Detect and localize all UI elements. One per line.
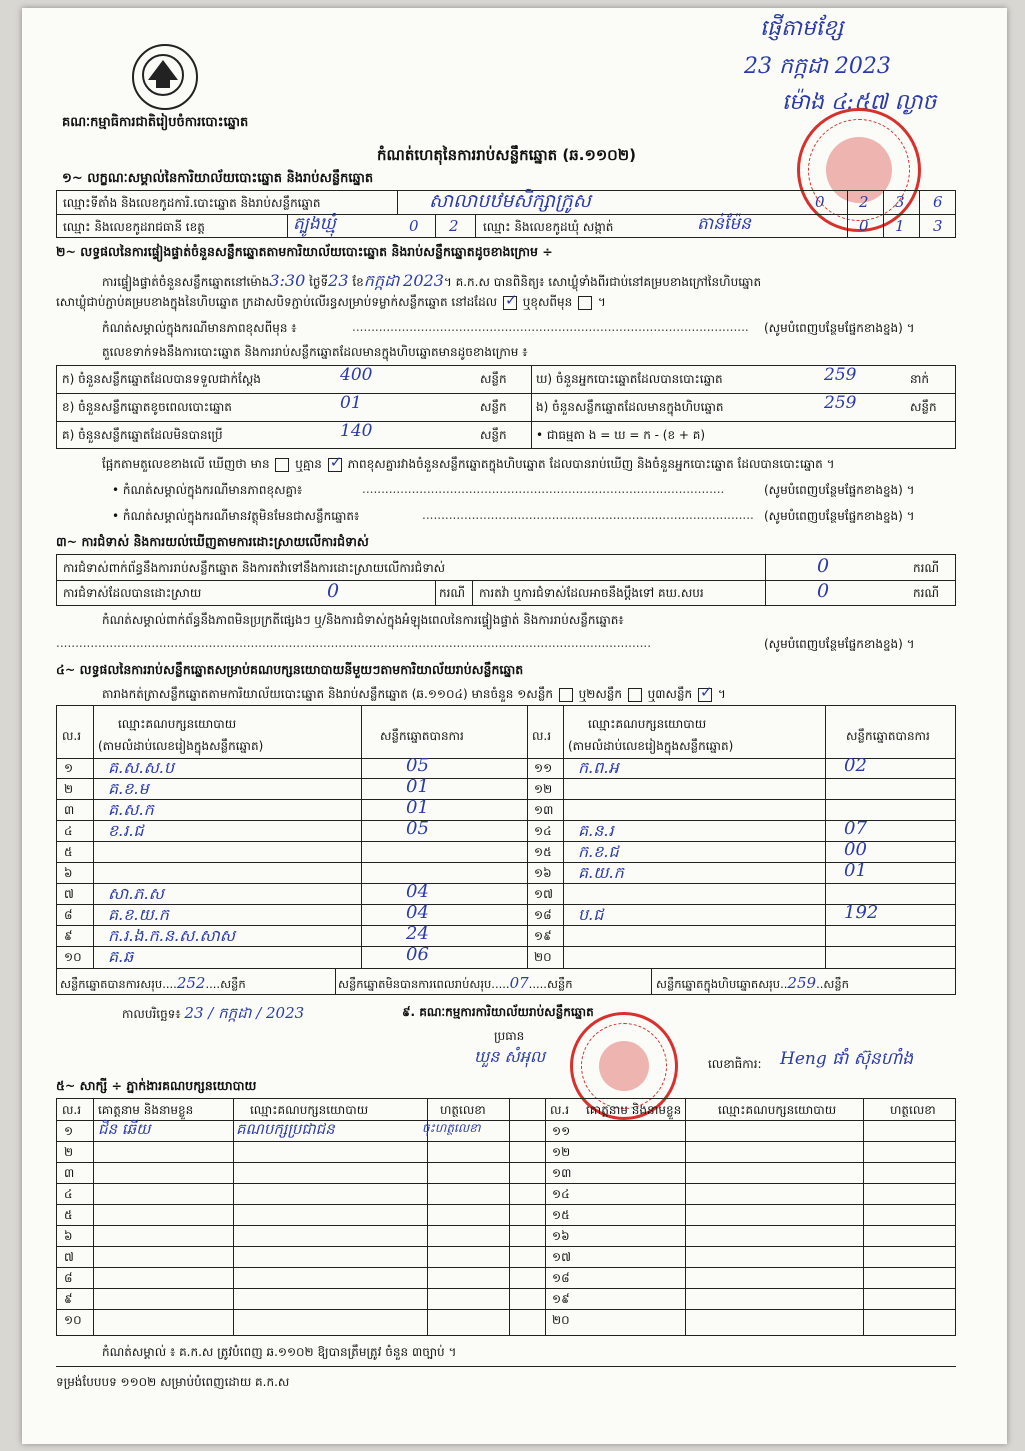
fill-hint-4: (សូមបំពេញបន្ថែមផ្នែកខាងខ្នង) ។: [764, 637, 915, 651]
form-sheet: [22, 8, 1007, 1444]
commune-code-3: 3: [933, 217, 943, 235]
diff-yes-checkbox[interactable]: [275, 458, 289, 472]
province-code-1: 0: [409, 217, 419, 235]
results-row-line: [56, 778, 956, 779]
witness-col-party-left: ឈ្មោះគណបក្សនយោបាយ: [250, 1103, 369, 1117]
result-no: ៥: [64, 845, 73, 859]
objection-r2-label: ការជំទាស់ដែលបានដោះស្រាយ: [63, 586, 202, 600]
figure-left-label: គ) ចំនួនសន្លឹកឆ្នោតដែលមិនបានប្រើ: [62, 428, 223, 442]
verify-pre: ការផ្ទៀងផ្ទាត់ចំនួនសន្លឹកឆ្នោតនៅម៉ោង: [102, 275, 270, 289]
bullet-object-dots: .......................................................................................: [422, 508, 754, 522]
station-code-4: 6: [933, 193, 943, 211]
results-col-no-right: ល.រ: [532, 729, 552, 743]
objection-r3-unit: ករណី: [913, 586, 940, 600]
results-col-party-sub-left: (តាមលំដាប់លេខរៀងក្នុងសន្លឹកឆ្នោត): [98, 739, 264, 753]
commune-value: តាន់ម៉ែន: [697, 214, 751, 234]
results-col-votes-left: សន្លឹកឆ្នោតបានការ: [380, 729, 464, 743]
form-title: កំណត់ហេតុនៃការរាប់សន្លឹកឆ្នោត (ឆ.១១០២): [377, 146, 637, 164]
witness-signature: ចុះហត្ថលេខា: [422, 1121, 481, 1135]
witness-col-sign-right: ហត្ថលេខា: [890, 1103, 936, 1117]
total-valid: សន្លឹកឆ្នោតបានការសរុប....252....សន្លឹក: [60, 974, 246, 992]
witness-no: ៩: [64, 1292, 73, 1306]
results-row-line: [56, 862, 956, 863]
station-code-1: 0: [815, 193, 825, 211]
witness-col-sign-left: ហត្ថលេខា: [440, 1103, 486, 1117]
province-label: ឈ្មោះ និងលេខកូដរាជធានី ខេត្ត: [63, 220, 205, 234]
verify-line-2: សោឃ្លុំជាប់ភ្ជាប់គម្របខាងក្នុងនៃហិបឆ្នោត ក្រដាសបិទភ្ជាប់លើរន្ធសម្រាប់ទម្លាក់សន្លឹកឆ្នោត នៅដដែល ✓ ឬខុសពីមុន ។: [56, 294, 606, 312]
result-party: គ.ឆ: [108, 947, 134, 966]
figure-left-unit: សន្លឹក: [480, 428, 507, 442]
witness-row-line: [56, 1225, 956, 1226]
verify-day-label: ថ្ងៃទី: [309, 275, 329, 289]
figure-left-label: ខ) ចំនួនសន្លឹកឆ្នោតខូចពេលបោះឆ្នោត: [62, 400, 232, 414]
witness-no-right: ២០: [552, 1313, 570, 1327]
objection-r3-value: 0: [817, 580, 830, 602]
total-box-label: សន្លឹកឆ្នោតក្នុងហិបឆ្នោតសរុប: [656, 977, 781, 991]
diff-mid: ឬគ្មាន: [295, 457, 322, 471]
results-col-party-right: ឈ្មោះគណបក្សនយោបាយ: [588, 717, 707, 731]
result-no: ១៣: [534, 803, 554, 817]
station-code-2: 2: [859, 193, 869, 211]
verify-post: ។ គ.ក.ស បានពិនិត្យ៖ សោឃ្លុំទាំងពីរជាប់នៅគម្របខាងក្រៅនៃហិបឆ្នោត: [443, 275, 762, 289]
witness-no: ២: [64, 1145, 74, 1159]
total-valid-label: សន្លឹកឆ្នោតបានការសរុប: [60, 977, 163, 991]
witness-row-line: [56, 1288, 956, 1289]
total-invalid-value: 07: [509, 974, 529, 992]
result-party: ក.រ.ង.ក.ន.ស.សាស: [108, 926, 235, 945]
objections-table: [56, 554, 956, 606]
date-value: 23 / កក្កដា / 2023: [184, 1004, 305, 1022]
province-value: ត្បូងឃ្មុំ: [293, 214, 336, 234]
verify-time: 3:30: [269, 271, 306, 290]
figure-right-unit: សន្លឹក: [910, 400, 937, 414]
chair-label: ប្រធាន: [494, 1029, 525, 1043]
attach-2-checkbox[interactable]: [628, 688, 642, 702]
or-not-label: ឬខុសពីមុន: [522, 295, 573, 309]
office-label: ៩. គណៈកម្មការការិយាល័យរាប់សន្លឹកឆ្នោត: [402, 1005, 594, 1019]
witness-no: ៨: [64, 1271, 73, 1285]
annotation-line-3: ម៉ោង ៤:៥៧ ល្ងាច: [782, 90, 937, 115]
footer-text: ទម្រង់បែបបទ ១១០២ សម្រាប់បំពេញដោយ គ.ក.ស: [56, 1375, 290, 1389]
figure-right-value: 259: [824, 365, 857, 385]
witness-no-right: ១២: [552, 1145, 571, 1159]
figure-left-unit: សន្លឹក: [480, 372, 507, 386]
objection-r2-unit: ករណី: [439, 586, 466, 600]
result-no: ១១: [534, 761, 553, 775]
results-row-line: [56, 820, 956, 821]
result-votes: 01: [844, 860, 867, 881]
diff-post: ភាពខុសគ្នារវាងចំនួនសន្លឹកឆ្នោតក្នុងហិបឆ្នោត ដែលបានរាប់ឃើញ និងចំនួនអ្នកបោះឆ្នោត ដែលបានបោះឆ្នោត ។: [347, 457, 835, 471]
result-party: ខ.រ.ជ: [108, 821, 144, 840]
witness-row-line: [56, 1162, 956, 1163]
results-col-party-sub-right: (តាមលំដាប់លេខរៀងក្នុងសន្លឹកឆ្នោត): [568, 739, 734, 753]
result-no: ១៤: [534, 824, 552, 838]
result-no: ១៨: [534, 908, 552, 922]
witness-no: ៤: [64, 1187, 73, 1201]
result-votes: 24: [406, 923, 429, 944]
bullet-diff-note: • កំណត់សម្គាល់ក្នុងករណីមានភាពខុសគ្នា៖: [112, 483, 303, 497]
attach-3-label: ឬ៣សន្លឹក: [647, 687, 693, 701]
witness-row-line: [56, 1309, 956, 1310]
verify-day: 23: [328, 271, 349, 290]
result-votes: 00: [844, 839, 867, 860]
station-value: សាលាបឋមសិក្សាក្រូស: [429, 190, 591, 212]
result-no: ១៥: [534, 845, 552, 859]
witness-no-right: ១៤: [552, 1187, 570, 1201]
total-box-unit: សន្លឹក: [823, 977, 849, 991]
annotation-line-2: 23 កក្កដា 2023: [744, 54, 891, 79]
result-no: ១៧: [534, 887, 553, 901]
note-dotline: ........................................................................................................: [352, 320, 749, 334]
attach-pre: តារាងកត់ត្រាសន្លឹកឆ្នោតតាមការិយាល័យបោះឆ្នោត និងរាប់សន្លឹកឆ្នោត (ឆ.១១០៤) មានចំនួន ១សន្លឹក: [102, 687, 553, 701]
witness-no: ៦: [64, 1229, 73, 1243]
objection-dots: ............................................................................................................................................................: [56, 636, 652, 650]
witness-no: ៥: [64, 1208, 73, 1222]
objection-r3-label: ការតវ៉ា ឬការជំទាស់ដែលអាចនឹងប្ដឹងទៅ គឃ.សបរ: [479, 586, 704, 600]
total-invalid-label: សន្លឹកឆ្នោតមិនបានការពេលរាប់សរុប: [338, 977, 492, 991]
nec-emblem-icon: [132, 44, 198, 110]
section2-heading: ២~ លទ្ធផលនៃការផ្ទៀងផ្ទាត់ចំនួនសន្លឹកឆ្នោតតាមការិយាល័យបោះឆ្នោត និងរាប់សន្លឹកឆ្នោតដូចខាងក្រោម ÷: [56, 244, 553, 259]
figure-left-unit: សន្លឹក: [480, 400, 507, 414]
witness-row-line: [56, 1204, 956, 1205]
witness-name: ជិន ឆើយ: [98, 1120, 151, 1138]
attach-line: តារាងកត់ត្រាសន្លឹកឆ្នោតតាមការិយាល័យបោះឆ្នោត និងរាប់សន្លឹកឆ្នោត (ឆ.១១០៤) មានចំនួន ១សន្លឹក ឬ២សន្លឹក ឬ៣សន្លឹក ✓ ។: [102, 686, 726, 704]
witness-no-right: ១៨: [552, 1271, 570, 1285]
result-votes: 04: [406, 881, 429, 902]
note-label: កំណត់សម្គាល់ក្នុងករណីមានភាពខុសពីមុន ៖: [102, 321, 297, 335]
diff-line: [102, 456, 835, 474]
figure-left-label: ក) ចំនួនសន្លឹកឆ្នោតដែលបានទទួលជាក់ស្ដែង: [62, 372, 261, 386]
result-no: ១៦: [534, 866, 552, 880]
result-no: ២: [64, 782, 74, 796]
fill-hint-3: (សូមបំពេញបន្ថែមផ្នែកខាងខ្នង) ។: [764, 509, 915, 523]
diff-no-checkbox[interactable]: [328, 458, 342, 472]
result-party: គ.យ.ក: [578, 863, 624, 882]
result-party: គ.ស.ស.ប: [108, 758, 175, 777]
witness-row-line: [56, 1141, 956, 1142]
attach-1-checkbox[interactable]: [559, 688, 573, 702]
objection-r1-value: 0: [817, 555, 830, 577]
result-party: សា.ភ.ស: [108, 884, 164, 903]
witness-no: ១០: [64, 1313, 82, 1327]
witness-col-party-right: ឈ្មោះគណបក្សនយោបាយ: [718, 1103, 837, 1117]
verify-month-label: ខែ: [352, 275, 364, 289]
witness-table: [56, 1098, 956, 1336]
figure-right-label: ង) ចំនួនសន្លឹកឆ្នោតដែលមានក្នុងហិបឆ្នោត: [536, 400, 724, 414]
result-party: គ.ខ.ម: [108, 779, 149, 798]
footer-divider: [56, 1366, 956, 1367]
objection-note: កំណត់សម្គាល់ពាក់ព័ន្ធនឹងភាពមិនប្រក្រតីផ្សេងៗ ឬ/និងការជំទាស់ក្នុងអំឡុងពេលនៃការផ្ទៀងផ្ទាត់ និងការរាប់សន្លឹកឆ្នោត៖: [102, 613, 624, 627]
witness-footnote: កំណត់សម្គាល់ ៖ គ.ក.ស ត្រូវបំពេញ ឆ.១១០២ ឱ្យបានត្រឹមត្រូវ ចំនួន ៣ច្បាប់ ។: [102, 1345, 457, 1359]
result-no: ៣: [64, 803, 75, 817]
bullet-object-note: • កំណត់សម្គាល់ក្នុងករណីមានវត្ថុមិនមែនជាសន្លឹកឆ្នោត៖: [112, 509, 360, 523]
commune-code-1: 0: [859, 217, 869, 235]
commune-label: ឈ្មោះ និងលេខកូដឃុំ សង្កាត់: [483, 220, 614, 234]
result-votes: 06: [406, 944, 429, 965]
witness-row-line: [56, 1246, 956, 1247]
result-party: ក.ព.អ: [578, 758, 619, 777]
figure-right-label: • ជាធម្មតា ង = ឃ = ក - (ខ + គ): [536, 428, 706, 442]
witness-col-name-right: គោត្តនាម និងនាមខ្លួន: [586, 1103, 682, 1117]
objection-r2-value: 0: [327, 580, 340, 602]
witness-no-right: ១៣: [552, 1166, 572, 1180]
witness-no: ៣: [64, 1166, 75, 1180]
witness-no-right: ១៥: [552, 1208, 570, 1222]
total-box: សន្លឹកឆ្នោតក្នុងហិបឆ្នោតសរុប..259..សន្លឹក: [656, 974, 849, 992]
result-no: ១០: [64, 950, 82, 964]
station-code-3: 3: [895, 193, 905, 211]
witness-col-name-left: គោត្តនាម និងនាមខ្លួន: [98, 1103, 194, 1117]
station-label: ឈ្មោះទីតាំង និងលេខកូដការិ.បោះឆ្នោត និងរាប់សន្លឹកឆ្នោត: [63, 196, 321, 210]
total-valid-unit: សន្លឹក: [220, 977, 246, 991]
date-label: កាលបរិច្ឆេទ៖: [122, 1007, 181, 1021]
result-no: ៦: [64, 866, 73, 880]
result-votes: 05: [406, 755, 429, 776]
result-no: ១៩: [534, 929, 552, 943]
results-row-line: [56, 841, 956, 842]
objection-r1-unit: ករណី: [913, 561, 940, 575]
annotation-line-1: ផ្ញើតាមខ្សែ: [760, 16, 844, 41]
verify-year: 2023: [403, 271, 444, 290]
result-no: ៤: [64, 824, 73, 838]
figure-right-label: ឃ) ចំនួនអ្នកបោះឆ្នោតដែលបានបោះឆ្នោត: [536, 372, 723, 386]
results-col-votes-right: សន្លឹកឆ្នោតបានការ: [846, 729, 930, 743]
total-box-value: 259: [787, 974, 817, 992]
section5-heading: ៥~ សាក្សី ÷ ភ្នាក់ងារគណបក្សនយោបាយ: [56, 1078, 257, 1093]
secretary-name: Heng ផាំ ស៊ុនហាំង: [780, 1049, 914, 1069]
total-valid-value: 252: [176, 974, 206, 992]
result-no: ៩: [64, 929, 73, 943]
figures-label: តួលេខទាក់ទងនឹងការបោះឆ្នោត និងការរាប់សន្លឹកឆ្នោតដែលមានក្នុងហិបឆ្នោតមានដូចខាងក្រោម ៖: [102, 345, 528, 359]
result-votes: 01: [406, 776, 429, 797]
section1-heading: ១~ លក្ខណៈសម្គាល់នៃការិយាល័យបោះឆ្នោត និងរាប់សន្លឹកឆ្នោត: [62, 171, 374, 186]
result-party: គ.ន.រ: [578, 821, 614, 840]
result-no: ៧: [64, 887, 74, 901]
total-invalid-unit: សន្លឹក: [546, 977, 573, 991]
result-votes: 192: [844, 902, 879, 923]
secretary-label: លេខាធិការ:: [708, 1057, 762, 1071]
witness-row-line: [56, 1267, 956, 1268]
result-no: ៨: [64, 908, 73, 922]
province-code-2: 2: [449, 217, 459, 235]
results-row-line: [56, 883, 956, 884]
committee-name: គណៈកម្មាធិការជាតិរៀបចំការបោះឆ្នោត: [62, 115, 249, 130]
witness-col-no-right: ល.រ: [550, 1103, 570, 1117]
attach-2-label: ឬ២សន្លឹក: [578, 687, 622, 701]
result-party: ប.ជ: [578, 905, 604, 924]
result-votes: 07: [844, 818, 867, 839]
total-invalid: សន្លឹកឆ្នោតមិនបានការពេលរាប់សរុប.....07.....សន្លឹក: [338, 974, 573, 992]
figure-right-unit: នាក់: [910, 372, 930, 386]
results-col-party-left: ឈ្មោះគណបក្សនយោបាយ: [118, 717, 237, 731]
verify-line2-text: សោឃ្លុំជាប់ភ្ជាប់គម្របខាងក្នុងនៃហិបឆ្នោត ក្រដាសបិទភ្ជាប់លើរន្ធសម្រាប់ទម្លាក់សន្លឹកឆ្នោត នៅដដែល: [56, 295, 498, 309]
diff-pre: ផ្អែកតាមតួលេខខាងលើ ឃើញថា មាន: [102, 457, 270, 471]
date-line: [122, 1004, 304, 1026]
section4-heading: ៤~ លទ្ធផលនៃការរាប់សន្លឹកឆ្នោតសម្រាប់គណបក្សនយោបាយនីមួយៗតាមការិយាល័យរាប់សន្លឹកឆ្នោត: [56, 662, 524, 677]
result-party: គ.ខ.យ.ក: [108, 905, 169, 924]
witness-no-right: ១១: [552, 1124, 571, 1138]
fill-hint-1: (សូមបំពេញបន្ថែមផ្នែកខាងខ្នង) ។: [764, 321, 915, 335]
figure-left-value: 140: [340, 421, 373, 441]
witness-row-line: [56, 1183, 956, 1184]
figure-left-value: 01: [340, 393, 362, 413]
witness-row-line: [56, 1120, 956, 1121]
witness-no: ៧: [64, 1250, 74, 1264]
section3-heading: ៣~ ការជំទាស់ និងការយល់ឃើញតាមការដោះស្រាយលើការជំទាស់: [56, 534, 369, 549]
result-votes: 05: [406, 818, 429, 839]
witness-no-right: ១៦: [552, 1229, 570, 1243]
result-party: ក.ខ.ជ: [578, 842, 619, 861]
chair-name: ឃួន សំអុល: [474, 1047, 546, 1066]
witness-no: ១: [64, 1124, 74, 1138]
result-votes: 01: [406, 797, 429, 818]
results-row-line: [56, 799, 956, 800]
witness-no-right: ១៧: [552, 1250, 571, 1264]
figure-right-value: 259: [824, 393, 857, 413]
fill-hint-2: (សូមបំពេញបន្ថែមផ្នែកខាងខ្នង) ។: [764, 483, 915, 497]
result-no: ១: [64, 761, 74, 775]
witness-no-right: ១៩: [552, 1292, 570, 1306]
result-no: ១២: [534, 782, 553, 796]
section1-table: [56, 190, 956, 238]
verify-month: កក្កដា: [363, 271, 400, 290]
verify-line-1: [102, 270, 761, 294]
objection-r1-label: ការជំទាស់ពាក់ព័ន្ធនឹងការរាប់សន្លឹកឆ្នោត និងការតវ៉ាទៅនឹងការដោះស្រាយលើការជំទាស់: [63, 561, 446, 575]
result-party: គ.ស.ក: [108, 800, 154, 819]
results-row-line: [56, 946, 956, 947]
witness-party: គណបក្សប្រជាជន: [236, 1120, 335, 1138]
result-votes: 02: [844, 755, 867, 776]
witness-col-no-left: ល.រ: [62, 1103, 82, 1117]
same-checkbox[interactable]: [503, 296, 517, 310]
changed-checkbox[interactable]: [578, 296, 592, 310]
result-votes: 04: [406, 902, 429, 923]
figure-left-value: 400: [340, 365, 373, 385]
result-no: ២០: [534, 950, 552, 964]
commune-code-2: 1: [895, 217, 905, 235]
results-row-line: [56, 904, 956, 905]
attach-3-checkbox[interactable]: [698, 688, 712, 702]
bullet-diff-dots: ...............................................................................................: [362, 482, 725, 496]
results-col-no-left: ល.រ: [62, 729, 82, 743]
